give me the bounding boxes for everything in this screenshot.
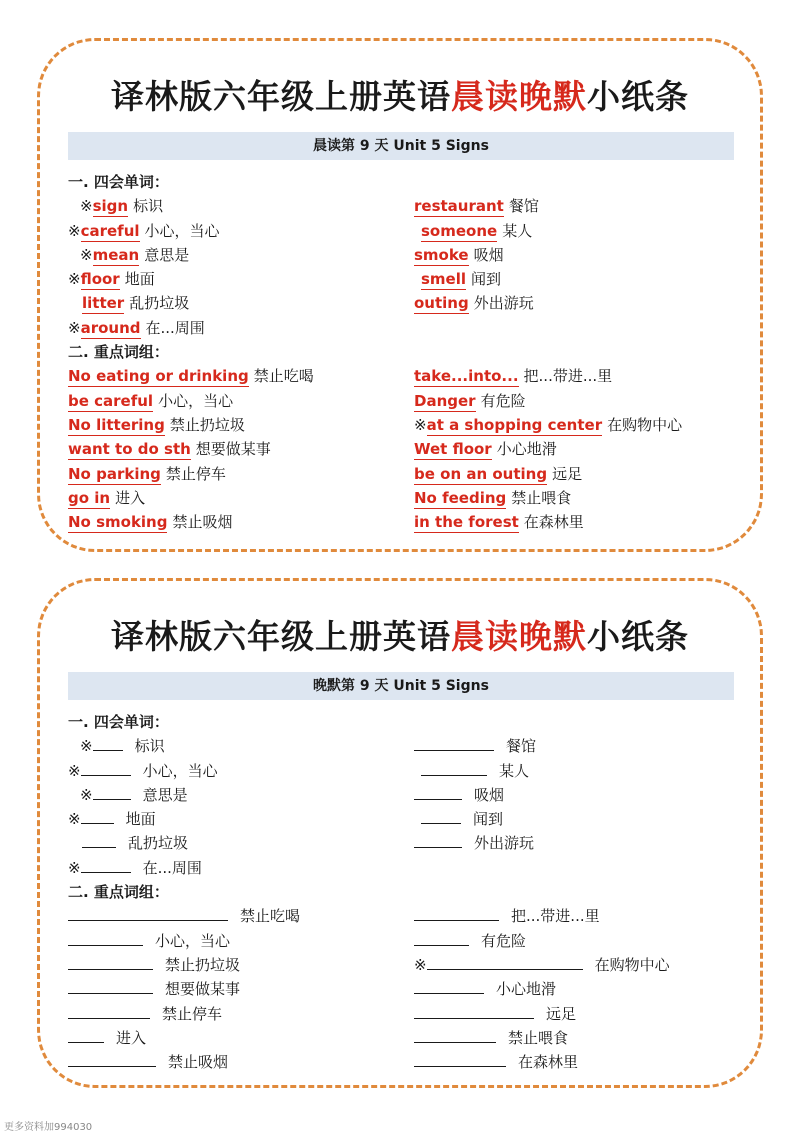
chinese-meaning: 闻到	[471, 270, 502, 289]
word-row	[68, 291, 736, 315]
blank-phrases-item	[68, 953, 240, 977]
star-mark: ※	[68, 858, 81, 877]
blank-words-item	[414, 783, 504, 807]
phrase-row	[68, 413, 736, 437]
chinese-meaning: 小心地滑	[496, 980, 557, 999]
vocab-phrases-item	[68, 389, 233, 413]
word-row	[68, 219, 736, 243]
blank-words-item	[68, 807, 156, 831]
vocab-phrases-item	[68, 364, 314, 388]
chinese-meaning: 进入	[115, 488, 146, 507]
blank-phrases-item	[414, 1026, 568, 1050]
star-mark: ※	[68, 761, 81, 780]
english-term: No eating or drinking	[68, 367, 249, 386]
word-row	[68, 856, 736, 880]
phrase-row	[68, 462, 736, 486]
chinese-meaning: 禁止吸烟	[172, 513, 233, 532]
chinese-meaning: 有危险	[480, 391, 526, 410]
title-highlight: 晨读晚默	[451, 617, 587, 656]
vocab-words-item	[414, 194, 539, 218]
answer-blank[interactable]	[421, 808, 461, 824]
english-term: someone	[421, 221, 498, 240]
vocab-words-item	[68, 267, 155, 291]
chinese-meaning: 在...周围	[142, 858, 202, 877]
chinese-meaning: 标识	[133, 197, 164, 216]
blank-phrases-item	[68, 1002, 222, 1026]
blank-phrases-item	[68, 929, 230, 953]
watermark-text: 更多资料加994030	[4, 1122, 93, 1133]
vocab-words-item	[68, 291, 189, 315]
chinese-meaning: 远足	[546, 1004, 577, 1023]
chinese-meaning: 乱扔垃圾	[129, 294, 190, 313]
answer-blank[interactable]	[93, 735, 123, 751]
section-title: 二. 重点词组：	[68, 343, 169, 362]
phrase-row	[68, 364, 736, 388]
card-title	[40, 71, 760, 118]
english-term: go in	[68, 488, 111, 507]
answer-blank[interactable]	[414, 1003, 534, 1019]
chinese-meaning: 禁止停车	[162, 1004, 223, 1023]
chinese-meaning: 在森林里	[523, 513, 584, 532]
phrase-row	[68, 437, 736, 461]
star-mark: ※	[68, 270, 81, 289]
title-text: 译林版六年级上册英语	[111, 617, 451, 656]
star-mark: ※	[80, 737, 93, 756]
chinese-meaning: 禁止扔垃圾	[165, 955, 241, 974]
chinese-meaning: 地面	[124, 270, 155, 289]
english-term: at a shopping center	[426, 415, 603, 434]
answer-blank[interactable]	[414, 930, 469, 946]
vocab-phrases-item	[414, 364, 612, 388]
vocab-phrases-item	[68, 462, 226, 486]
blank-phrases-item	[414, 1050, 578, 1074]
blank-phrases-item	[414, 953, 670, 977]
blank-words-item	[414, 759, 529, 783]
word-row	[68, 734, 736, 758]
answer-blank[interactable]	[414, 784, 462, 800]
chinese-meaning: 禁止扔垃圾	[169, 415, 245, 434]
answer-blank[interactable]	[421, 760, 487, 776]
star-mark: ※	[80, 785, 93, 804]
english-term: in the forest	[414, 513, 519, 532]
english-term: sign	[92, 197, 129, 216]
answer-blank[interactable]	[414, 735, 494, 751]
vocab-phrases-item	[68, 437, 271, 461]
english-term: Danger	[414, 391, 476, 410]
blank-words-item	[68, 734, 165, 758]
blank-phrases-item	[414, 1002, 576, 1026]
blank-words-item	[414, 734, 536, 758]
chinese-meaning: 进入	[116, 1028, 147, 1047]
answer-blank[interactable]	[414, 978, 484, 994]
word-row	[68, 243, 736, 267]
title-highlight: 晨读晚默	[451, 77, 587, 116]
phrase-row	[68, 929, 736, 953]
blank-phrases-item	[414, 929, 526, 953]
english-term: mean	[92, 245, 140, 264]
blank-phrases-item	[68, 904, 300, 928]
chinese-meaning: 餐馆	[508, 197, 539, 216]
chinese-meaning: 小心，当心	[142, 761, 218, 780]
answer-blank[interactable]	[68, 1003, 150, 1019]
vocab-phrases-item	[68, 510, 233, 534]
answer-blank[interactable]	[81, 760, 131, 776]
chinese-meaning: 地面	[125, 810, 156, 829]
chinese-meaning: 外出游玩	[474, 834, 535, 853]
answer-blank[interactable]	[414, 1027, 496, 1043]
blank-phrases-item	[68, 1050, 228, 1074]
chinese-meaning: 标识	[134, 737, 165, 756]
english-term: take...into...	[414, 367, 519, 386]
blank-phrases-item	[414, 977, 556, 1001]
vocab-words-item	[414, 267, 501, 291]
vocab-phrases-item	[68, 486, 145, 510]
section-heading	[68, 340, 736, 364]
chinese-meaning: 想要做某事	[195, 440, 271, 459]
chinese-meaning: 餐馆	[506, 737, 537, 756]
word-row	[68, 783, 736, 807]
answer-blank[interactable]	[68, 1051, 156, 1067]
answer-blank[interactable]	[414, 1051, 506, 1067]
chinese-meaning: 禁止吃喝	[240, 907, 301, 926]
chinese-meaning: 禁止喂食	[511, 488, 572, 507]
star-mark: ※	[68, 221, 81, 240]
section-heading	[68, 710, 736, 734]
chinese-meaning: 闻到	[473, 810, 504, 829]
answer-blank[interactable]	[68, 930, 143, 946]
chinese-meaning: 在购物中心	[607, 415, 683, 434]
vocab-words-item	[414, 243, 504, 267]
phrase-row	[68, 510, 736, 534]
blank-words-item	[68, 856, 202, 880]
chinese-meaning: 吸烟	[473, 245, 504, 264]
word-row	[68, 267, 736, 291]
word-row	[68, 807, 736, 831]
english-term: smoke	[414, 245, 469, 264]
chinese-meaning: 禁止喂食	[508, 1028, 569, 1047]
chinese-meaning: 小心，当心	[144, 221, 220, 240]
chinese-meaning: 禁止吃喝	[253, 367, 314, 386]
section-title: 一. 四会单词：	[68, 713, 169, 731]
chinese-meaning: 在购物中心	[594, 955, 670, 974]
phrase-row	[68, 1002, 736, 1026]
vocab-words-item	[414, 291, 534, 315]
vocab-phrases-item	[414, 437, 557, 461]
vocab-phrases-item	[414, 510, 584, 534]
card-content	[68, 170, 736, 534]
chinese-meaning: 某人	[499, 761, 530, 780]
star-mark: ※	[414, 415, 427, 434]
answer-blank[interactable]	[414, 905, 499, 921]
english-term: around	[80, 318, 141, 337]
chinese-meaning: 意思是	[144, 245, 190, 264]
chinese-meaning: 外出游玩	[473, 294, 534, 313]
card-title	[40, 611, 760, 658]
vocab-phrases-item	[414, 389, 526, 413]
english-term: want to do sth	[68, 440, 191, 459]
chinese-meaning: 禁止吸烟	[168, 1053, 229, 1072]
card-content	[68, 710, 736, 1074]
chinese-meaning: 小心，当心	[155, 931, 231, 950]
section-heading	[68, 170, 736, 194]
star-mark: ※	[80, 197, 93, 216]
answer-blank[interactable]	[68, 905, 228, 921]
star-mark: ※	[80, 245, 93, 264]
title-suffix: 小纸条	[587, 617, 689, 656]
answer-blank[interactable]	[68, 1027, 104, 1043]
vocab-words-item	[68, 194, 163, 218]
answer-blank[interactable]	[81, 857, 131, 873]
phrase-row	[68, 977, 736, 1001]
answer-blank[interactable]	[82, 832, 116, 848]
english-term: careful	[80, 221, 140, 240]
chinese-meaning: 把...带进...里	[523, 367, 613, 386]
chinese-meaning: 某人	[502, 221, 533, 240]
english-term: No feeding	[414, 488, 507, 507]
vocab-phrases-item	[414, 486, 571, 510]
blank-words-item	[68, 831, 188, 855]
phrase-row	[68, 389, 736, 413]
english-term: No littering	[68, 415, 165, 434]
answer-blank[interactable]	[81, 808, 114, 824]
word-row	[68, 194, 736, 218]
chinese-meaning: 吸烟	[474, 785, 505, 804]
chinese-meaning: 意思是	[142, 785, 188, 804]
blank-words-item	[68, 759, 218, 783]
phrase-row	[68, 953, 736, 977]
word-row	[68, 831, 736, 855]
vocab-phrases-item	[414, 413, 682, 437]
blank-phrases-item	[68, 1026, 146, 1050]
vocab-words-item	[68, 316, 205, 340]
chinese-meaning: 禁止停车	[165, 464, 226, 483]
section-header-bar: 晚默第 9 天 Unit 5 Signs	[68, 672, 734, 700]
english-term: smell	[421, 270, 467, 289]
vocab-words-item	[414, 219, 532, 243]
english-term: No parking	[68, 464, 161, 483]
phrase-row	[68, 904, 736, 928]
morning-reading-card	[37, 38, 763, 552]
english-term: litter	[82, 294, 125, 313]
star-mark: ※	[68, 810, 81, 829]
evening-dictation-card	[37, 578, 763, 1088]
star-mark: ※	[68, 318, 81, 337]
phrase-row	[68, 1050, 736, 1074]
english-term: Wet floor	[414, 440, 492, 459]
blank-words-item	[68, 783, 188, 807]
vocab-phrases-item	[414, 462, 582, 486]
word-row	[68, 316, 736, 340]
blank-words-item	[414, 807, 503, 831]
english-term: floor	[80, 270, 120, 289]
answer-blank[interactable]	[93, 784, 131, 800]
section-title: 二. 重点词组：	[68, 883, 169, 902]
chinese-meaning: 有危险	[481, 931, 527, 950]
title-suffix: 小纸条	[587, 77, 689, 116]
chinese-meaning: 在森林里	[518, 1053, 579, 1072]
english-term: restaurant	[414, 197, 504, 216]
star-mark: ※	[414, 955, 427, 974]
english-term: be careful	[68, 391, 154, 410]
answer-blank[interactable]	[427, 954, 583, 970]
vocab-phrases-item	[68, 413, 245, 437]
section-heading	[68, 880, 736, 904]
title-text: 译林版六年级上册英语	[111, 77, 451, 116]
phrase-row	[68, 486, 736, 510]
answer-blank[interactable]	[414, 832, 462, 848]
chinese-meaning: 在...周围	[145, 318, 205, 337]
english-term: outing	[414, 294, 469, 313]
vocab-words-item	[68, 243, 189, 267]
answer-blank[interactable]	[68, 954, 153, 970]
vocab-words-item	[68, 219, 220, 243]
blank-words-item	[414, 831, 534, 855]
phrase-row	[68, 1026, 736, 1050]
chinese-meaning: 把...带进...里	[511, 907, 600, 926]
section-header-bar: 晨读第 9 天 Unit 5 Signs	[68, 132, 734, 160]
chinese-meaning: 想要做某事	[165, 980, 241, 999]
blank-phrases-item	[414, 904, 600, 928]
answer-blank[interactable]	[68, 978, 153, 994]
word-row	[68, 759, 736, 783]
blank-phrases-item	[68, 977, 240, 1001]
english-term: No smoking	[68, 513, 168, 532]
chinese-meaning: 小心地滑	[496, 440, 557, 459]
section-title: 一. 四会单词：	[68, 173, 169, 191]
chinese-meaning: 远足	[552, 464, 583, 483]
chinese-meaning: 乱扔垃圾	[128, 834, 189, 853]
chinese-meaning: 小心，当心	[158, 391, 234, 410]
english-term: be on an outing	[414, 464, 548, 483]
